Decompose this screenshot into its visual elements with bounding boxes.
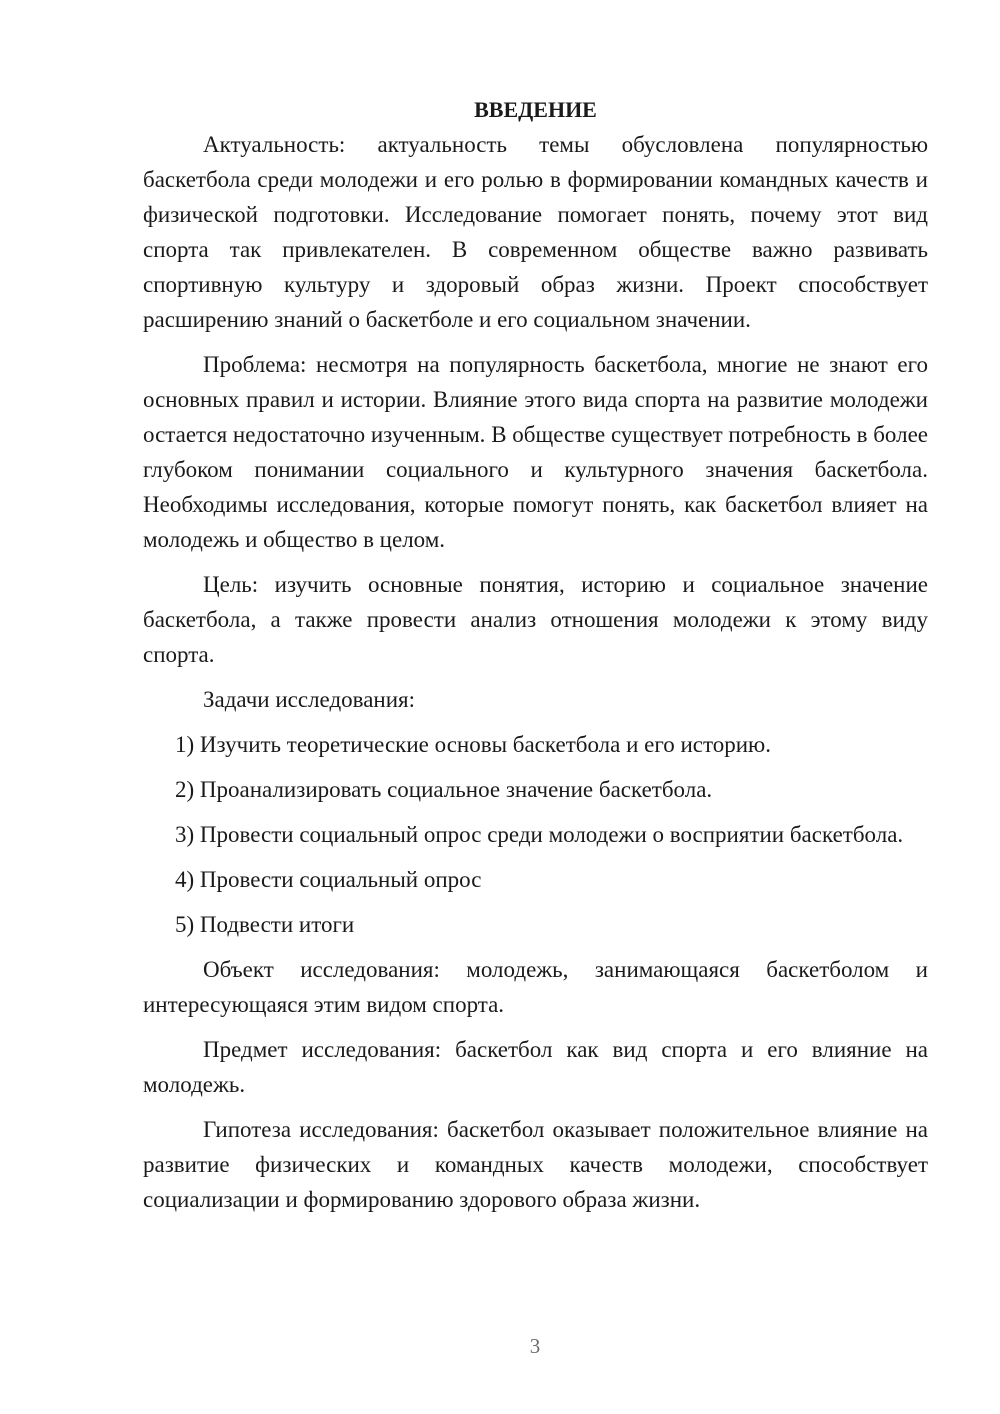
page-content [143, 92, 928, 1217]
paragraph-problem: Проблема: несмотря на популярность баскетбола, многие не знают его основных правил и истории. Влияние этого вида спорта на развитие молодежи остается недостаточно изученным. В обществе существует потребность в более глубоком понимании социального и культурного значения баскетбола. Необходимы исследования, которые помогут понять, как баскетбол влияет на молодежь и общество в целом. [143, 352, 928, 552]
list-item-task-2: 2) Проанализировать социальное значение баскетбола. [175, 777, 713, 802]
list-item-task-3: 3) Провести социальный опрос среди молодежи о восприятии баскетбола. [175, 822, 904, 847]
paragraph-hypothesis: Гипотеза исследования: баскетбол оказывает положительное влияние на развитие физических и командных качеств молодежи, способствует социализации и формированию здорового образа жизни. [143, 1117, 928, 1212]
page-number: 3 [529, 1334, 541, 1358]
paragraph-goal: Цель: изучить основные понятия, историю и социальное значение баскетбола, а также провести анализ отношения молодежи к этому виду спорта. [143, 572, 928, 667]
paragraph-relevance: Актуальность: актуальность темы обусловлена популярностью баскетбола среди молодежи и его ролью в формировании командных качеств и физической подготовки. Исследование помогает понять, почему этот вид спорта так привлекателен. В современном обществе важно развивать спортивную культуру и здоровый образ жизни. Проект способствует расширению знаний о баскетболе и его социальном значении. [143, 132, 928, 332]
list-item-task-4: 4) Провести социальный опрос [175, 867, 482, 892]
paragraph-subject: Предмет исследования: баскетбол как вид спорта и его влияние на молодежь. [143, 1037, 928, 1097]
list-item-task-5: 5) Подвести итоги [175, 912, 355, 937]
list-item-task-1: 1) Изучить теоретические основы баскетбола и его историю. [175, 732, 771, 757]
tasks-list [143, 727, 928, 942]
section-heading: ВВЕДЕНИЕ [474, 97, 597, 122]
paragraph-object: Объект исследования: молодежь, занимающаяся баскетболом и интересующаяся этим видом спорта. [143, 957, 928, 1017]
tasks-title: Задачи исследования: [203, 687, 416, 712]
